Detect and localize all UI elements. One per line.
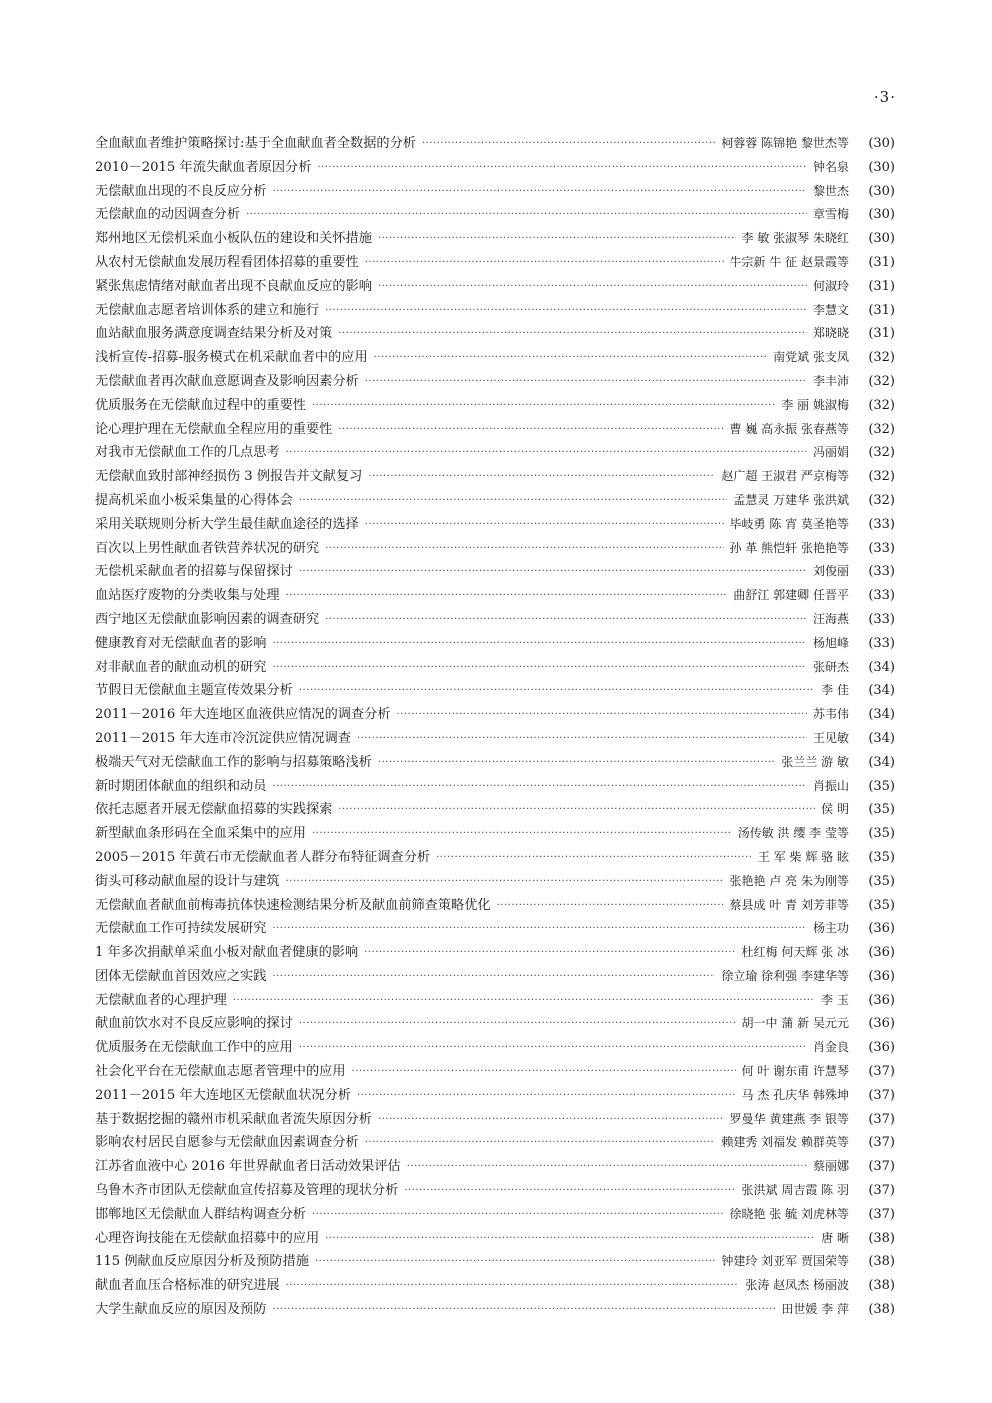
entry-title: 江苏省血液中心 2016 年世界献血者日活动效果评估 [95, 1159, 401, 1175]
entry-title: 优质服务在无偿献血过程中的重要性 [95, 397, 306, 413]
entry-page: (37) [868, 1111, 895, 1127]
entry-authors: 曹 巍 高永振 张春燕等 [729, 421, 849, 436]
entry-authors: 曲舒江 郭建卿 任晋平 [733, 588, 849, 603]
toc-entry [95, 1203, 895, 1227]
entry-title: 优质服务在无偿献血工作中的应用 [95, 1040, 293, 1056]
dot-leader [404, 1179, 735, 1203]
entry-title: 无偿献血的动因调查分析 [95, 207, 241, 223]
entry-authors: 汪海燕 [812, 611, 849, 626]
entry-page: (35) [868, 873, 895, 889]
entry-title: 乌鲁木齐市团队无偿献血宣传招募及管理的现状分析 [95, 1183, 399, 1199]
toc-entry [95, 560, 895, 584]
entry-page: (32) [868, 421, 895, 437]
entry-page: (37) [868, 1159, 895, 1175]
dot-leader [378, 275, 807, 299]
toc-entry [95, 418, 895, 442]
entry-authors: 罗曼华 黄建燕 李 银等 [729, 1111, 849, 1126]
entry-title: 社会化平台在无偿献血志愿者管理中的应用 [95, 1064, 346, 1080]
entry-authors: 李 玉 [821, 992, 849, 1007]
toc-entry [95, 632, 895, 656]
entry-title: 献血者血压合格标准的研究进展 [95, 1278, 280, 1294]
dot-leader [436, 846, 752, 870]
dot-leader [299, 560, 807, 584]
toc-entry [95, 394, 895, 418]
entry-title: 2011－2015 年大连地区无偿献血状况分析 [95, 1087, 351, 1103]
toc-entry [95, 965, 895, 989]
entry-authors: 牛宗新 牛 征 赵景霞等 [729, 254, 849, 269]
entry-title: 新型献血条形码在全血采集中的应用 [95, 826, 306, 842]
dot-leader [233, 989, 815, 1013]
toc-entry [95, 1250, 895, 1274]
entry-authors: 蔡丽娜 [812, 1159, 849, 1174]
entry-title: 百次以上男性献血者铁营养状况的研究 [95, 540, 320, 556]
entry-page: (34) [868, 707, 895, 723]
entry-page: (34) [868, 730, 895, 746]
toc-entry [95, 703, 895, 727]
entry-title: 街头可移动献血屋的设计与建筑 [95, 873, 280, 889]
toc-entry [95, 1084, 895, 1108]
entry-page: (30) [868, 183, 895, 199]
dot-leader [325, 1227, 815, 1251]
entry-authors: 杜红梅 何天辉 张 冰 [741, 945, 849, 960]
dot-leader [286, 1274, 740, 1298]
entry-title: 献血前饮水对不良反应影响的探讨 [95, 1016, 293, 1032]
entry-title: 1 年多次捐献单采血小板对献血者健康的影响 [95, 945, 359, 961]
toc-entry [95, 1060, 895, 1084]
dot-leader [338, 322, 807, 346]
entry-page: (32) [868, 397, 895, 413]
toc-entry [95, 370, 895, 394]
toc-entry [95, 156, 895, 180]
entry-page: (37) [868, 1135, 895, 1151]
dot-leader [272, 656, 807, 680]
entry-title: 2011－2016 年大连地区血液供应情况的调查分析 [95, 707, 391, 723]
dot-leader [286, 870, 724, 894]
dot-leader [272, 775, 807, 799]
dot-leader [299, 679, 815, 703]
dot-leader [286, 584, 728, 608]
entry-page: (38) [868, 1302, 895, 1318]
entry-page: (36) [868, 1016, 895, 1032]
toc-entry [95, 465, 895, 489]
entry-authors: 侯 明 [821, 802, 849, 817]
entry-authors: 张洪斌 周吉霞 陈 羽 [741, 1183, 849, 1198]
entry-authors: 黎世杰 [812, 183, 849, 198]
dot-leader [365, 251, 724, 275]
entry-authors: 李丰沛 [812, 373, 849, 388]
entry-page: (34) [868, 754, 895, 770]
entry-authors: 刘俊丽 [812, 564, 849, 579]
dot-leader [338, 418, 723, 442]
entry-page: (37) [868, 1183, 895, 1199]
entry-page: (36) [868, 968, 895, 984]
toc-entry [95, 989, 895, 1013]
dot-leader [365, 1131, 716, 1155]
entry-page: (34) [868, 659, 895, 675]
entry-authors: 毕岐勇 陈 宵 莫圣艳等 [729, 516, 849, 531]
dot-leader [365, 370, 807, 394]
dot-leader [397, 703, 807, 727]
entry-authors: 何 叶 谢东甫 许慧琴 [741, 1064, 849, 1079]
entry-page: (33) [868, 588, 895, 604]
entry-title: 郑州地区无偿机采血小板队伍的建设和关怀措施 [95, 231, 372, 247]
toc-entry [95, 941, 895, 965]
toc-entry [95, 489, 895, 513]
toc-entry [95, 1155, 895, 1179]
dot-leader [312, 822, 732, 846]
entry-authors: 孟慧灵 万建华 张洪斌 [733, 492, 849, 507]
entry-page: (33) [868, 540, 895, 556]
toc-entry [95, 751, 895, 775]
toc-entry [95, 679, 895, 703]
entry-page: (30) [868, 231, 895, 247]
dot-leader [272, 917, 807, 941]
toc-entry [95, 203, 895, 227]
entry-page: (38) [868, 1254, 895, 1270]
toc-entry [95, 513, 895, 537]
entry-title: 血站医疗废物的分类收集与处理 [95, 588, 280, 604]
entry-authors: 田世媛 李 萍 [781, 1302, 849, 1317]
entry-authors: 李 丽 姚淑梅 [781, 397, 849, 412]
dot-leader [299, 1036, 807, 1060]
entry-title: 紧张焦虑情绪对献血者出现不良献血反应的影响 [95, 278, 372, 294]
entry-authors: 张艳艳 卢 亮 朱为刚等 [729, 873, 849, 888]
entry-page: (30) [868, 136, 895, 151]
entry-page: (31) [868, 278, 895, 294]
entry-authors: 孙 革 熊恺轩 张艳艳等 [729, 540, 849, 555]
entry-page: (37) [868, 1087, 895, 1103]
entry-title: 依托志愿者开展无偿献血招募的实践探索 [95, 802, 333, 818]
entry-authors: 李 佳 [821, 683, 849, 698]
entry-page: (32) [868, 350, 895, 366]
entry-authors: 钟名泉 [812, 159, 849, 174]
dot-leader [312, 394, 775, 418]
entry-title: 无偿献血者的心理护理 [95, 992, 227, 1008]
entry-authors: 何淑玲 [812, 278, 849, 293]
entry-page: (36) [868, 1040, 895, 1056]
entry-title: 大学生献血反应的原因及预防 [95, 1302, 267, 1318]
dot-leader [407, 1155, 807, 1179]
entry-authors: 冯丽娟 [812, 445, 849, 460]
entry-title: 无偿献血者再次献血意愿调查及影响因素分析 [95, 373, 359, 389]
entry-authors: 徐立瑜 徐利强 李建华等 [721, 968, 849, 983]
entry-title: 邯郸地区无偿献血人群结构调查分析 [95, 1206, 306, 1222]
dot-leader [497, 894, 724, 918]
entry-title: 影响农村居民自愿参与无偿献血因素调查分析 [95, 1135, 359, 1151]
entry-title: 论心理护理在无偿献血全程应用的重要性 [95, 421, 333, 437]
toc-entry [95, 346, 895, 370]
entry-authors: 张涛 赵凤杰 杨丽波 [745, 1278, 849, 1293]
entry-title: 团体无偿献血首因效应之实践 [95, 968, 267, 984]
entry-title: 全血献血者维护策略探讨:基于全血献血者全数据的分析 [95, 136, 416, 151]
entry-authors: 徐晓艳 张 毓 刘虎林等 [729, 1206, 849, 1221]
entry-page: (32) [868, 492, 895, 508]
toc-entry [95, 441, 895, 465]
toc-entry [95, 798, 895, 822]
toc-entry [95, 1108, 895, 1132]
entry-authors: 马 杰 孔庆华 韩殊坤 [741, 1087, 849, 1102]
toc-entry [95, 656, 895, 680]
entry-authors: 肖振山 [812, 778, 849, 793]
entry-page: (36) [868, 945, 895, 961]
dot-leader [286, 441, 807, 465]
entry-authors: 南党斌 张支凤 [773, 350, 849, 365]
entry-page: (35) [868, 849, 895, 865]
dot-leader [246, 203, 807, 227]
entry-title: 无偿机采献血者的招募与保留探讨 [95, 564, 293, 580]
entry-authors: 赵广超 王淑君 严京梅等 [721, 469, 849, 484]
toc-entry [95, 1012, 895, 1036]
entry-page: (32) [868, 373, 895, 389]
entry-page: (31) [868, 254, 895, 270]
entry-title: 血站献血服务满意度调查结果分析及对策 [95, 326, 333, 342]
entry-page: (33) [868, 635, 895, 651]
entry-title: 提高机采血小板采集量的心得体会 [95, 492, 293, 508]
toc-entry [95, 1298, 895, 1322]
entry-page: (35) [868, 826, 895, 842]
entry-page: (35) [868, 802, 895, 818]
dot-leader [325, 299, 807, 323]
toc-entry [95, 846, 895, 870]
entry-authors: 赖建秀 刘福发 赖群英等 [721, 1135, 849, 1150]
dot-leader [378, 227, 736, 251]
entry-title: 节假日无偿献血主题宣传效果分析 [95, 683, 293, 699]
entry-authors: 张研杰 [812, 659, 849, 674]
entry-title: 2011－2015 年大连市冷沉淀供应情况调查 [95, 730, 351, 746]
entry-title: 2005－2015 年黄石市无偿献血者人群分布特征调查分析 [95, 849, 431, 865]
entry-authors: 李 敏 张淑琴 朱晓红 [741, 231, 849, 246]
dot-leader [272, 180, 807, 204]
toc-entry [95, 180, 895, 204]
entry-authors: 李慧文 [812, 302, 849, 317]
toc-entry [95, 322, 895, 346]
toc-entry [95, 1274, 895, 1298]
entry-page: (30) [868, 159, 895, 175]
entry-page: (38) [868, 1230, 895, 1246]
dot-leader [299, 1012, 736, 1036]
entry-title: 从农村无偿献血发展历程看团体招募的重要性 [95, 254, 359, 270]
toc-entry [95, 132, 895, 156]
toc-entry [95, 1036, 895, 1060]
toc-entry [95, 1179, 895, 1203]
toc-entry [95, 822, 895, 846]
entry-authors: 杨主功 [812, 921, 849, 936]
toc-entry [95, 537, 895, 561]
entry-title: 对我市无偿献血工作的几点思考 [95, 445, 280, 461]
entry-title: 新时期团体献血的组织和动员 [95, 778, 267, 794]
dot-leader [338, 798, 815, 822]
entry-authors: 钟建玲 刘亚军 贾国荣等 [721, 1254, 849, 1269]
toc-entry [95, 299, 895, 323]
entry-title: 西宁地区无偿献血影响因素的调查研究 [95, 611, 320, 627]
toc-entry [95, 870, 895, 894]
entry-authors: 郑晓晓 [812, 326, 849, 341]
entry-title: 2010－2015 年流失献血者原因分析 [95, 159, 312, 175]
entry-title: 心理咨询技能在无偿献血招募中的应用 [95, 1230, 320, 1246]
entry-page: (33) [868, 564, 895, 580]
dot-leader [365, 513, 724, 537]
entry-page: (31) [868, 326, 895, 342]
toc-entry [95, 1131, 895, 1155]
entry-authors: 胡一中 蒲 新 吴元元 [741, 1016, 849, 1031]
dot-leader [364, 941, 735, 965]
dot-leader [357, 727, 807, 751]
entry-authors: 汤传敏 洪 缨 李 莹等 [737, 826, 849, 841]
dot-leader [312, 1203, 724, 1227]
entry-page: (36) [868, 921, 895, 937]
dot-leader [272, 632, 807, 656]
entry-page: (30) [868, 207, 895, 223]
dot-leader [374, 346, 768, 370]
entry-page: (37) [868, 1206, 895, 1222]
entry-title: 无偿献血工作可持续发展研究 [95, 921, 267, 937]
toc-entry [95, 917, 895, 941]
entry-authors: 章雪梅 [812, 207, 849, 222]
dot-leader [422, 132, 715, 156]
dot-leader [299, 489, 728, 513]
entry-title: 基于数据挖掘的赣州市机采献血者流失原因分析 [95, 1111, 372, 1127]
entry-title: 无偿献血出现的不良反应分析 [95, 183, 267, 199]
toc-entry [95, 275, 895, 299]
entry-title: 无偿献血致肘部神经损伤 3 例报告并文献复习 [95, 469, 363, 485]
entry-page: (32) [868, 445, 895, 461]
entry-authors: 蔡县成 叶 青 刘芳菲等 [729, 897, 849, 912]
entry-page: (34) [868, 683, 895, 699]
entry-page: (31) [868, 302, 895, 318]
entry-title: 115 例献血反应原因分析及预防措施 [95, 1254, 309, 1270]
dot-leader [325, 608, 807, 632]
entry-title: 浅析宣传-招募-服务模式在机采献血者中的应用 [95, 350, 368, 366]
entry-authors: 张兰兰 游 敏 [781, 754, 849, 769]
entry-authors: 肖金良 [812, 1040, 849, 1055]
dot-leader [325, 537, 723, 561]
dot-leader [352, 1060, 736, 1084]
entry-title: 健康教育对无偿献血者的影响 [95, 635, 267, 651]
toc-entry [95, 251, 895, 275]
entry-title: 无偿献血者献血前梅毒抗体快速检测结果分析及献血前筛查策略优化 [95, 897, 491, 913]
entry-title: 对非献血者的献血动机的研究 [95, 659, 267, 675]
entry-page: (33) [868, 611, 895, 627]
entry-authors: 柯蓉蓉 陈锦艳 黎世杰等 [721, 136, 849, 150]
entry-page: (32) [868, 469, 895, 485]
toc-entry [95, 1227, 895, 1251]
dot-leader [357, 1084, 736, 1108]
dot-leader [378, 751, 775, 775]
dot-leader [378, 1108, 724, 1132]
toc-entry [95, 894, 895, 918]
toc-entry [95, 727, 895, 751]
toc-entry [95, 608, 895, 632]
dot-leader [272, 1298, 775, 1322]
toc-entry [95, 775, 895, 799]
toc-entry [95, 584, 895, 608]
entry-title: 极端天气对无偿献血工作的影响与招募策略浅析 [95, 754, 372, 770]
entry-page: (38) [868, 1278, 895, 1294]
dot-leader [317, 156, 807, 180]
entry-authors: 唐 晰 [821, 1230, 849, 1245]
entry-page: (36) [868, 992, 895, 1008]
entry-authors: 苏韦伟 [812, 707, 849, 722]
entry-authors: 王见敏 [812, 730, 849, 745]
dot-leader [368, 465, 715, 489]
toc-entry [95, 227, 895, 251]
entry-page: (35) [868, 778, 895, 794]
entry-page: (37) [868, 1064, 895, 1080]
entry-authors: 王 军 柴 辉 骆 眩 [757, 849, 849, 864]
table-of-contents [95, 132, 895, 1322]
dot-leader [315, 1250, 715, 1274]
entry-authors: 杨旭峰 [812, 635, 849, 650]
entry-title: 无偿献血志愿者培训体系的建立和施行 [95, 302, 320, 318]
entry-title: 采用关联规则分析大学生最佳献血途径的选择 [95, 516, 359, 532]
page-number: ·3· [873, 88, 896, 106]
entry-page: (35) [868, 897, 895, 913]
dot-leader [272, 965, 715, 989]
entry-page: (33) [868, 516, 895, 532]
